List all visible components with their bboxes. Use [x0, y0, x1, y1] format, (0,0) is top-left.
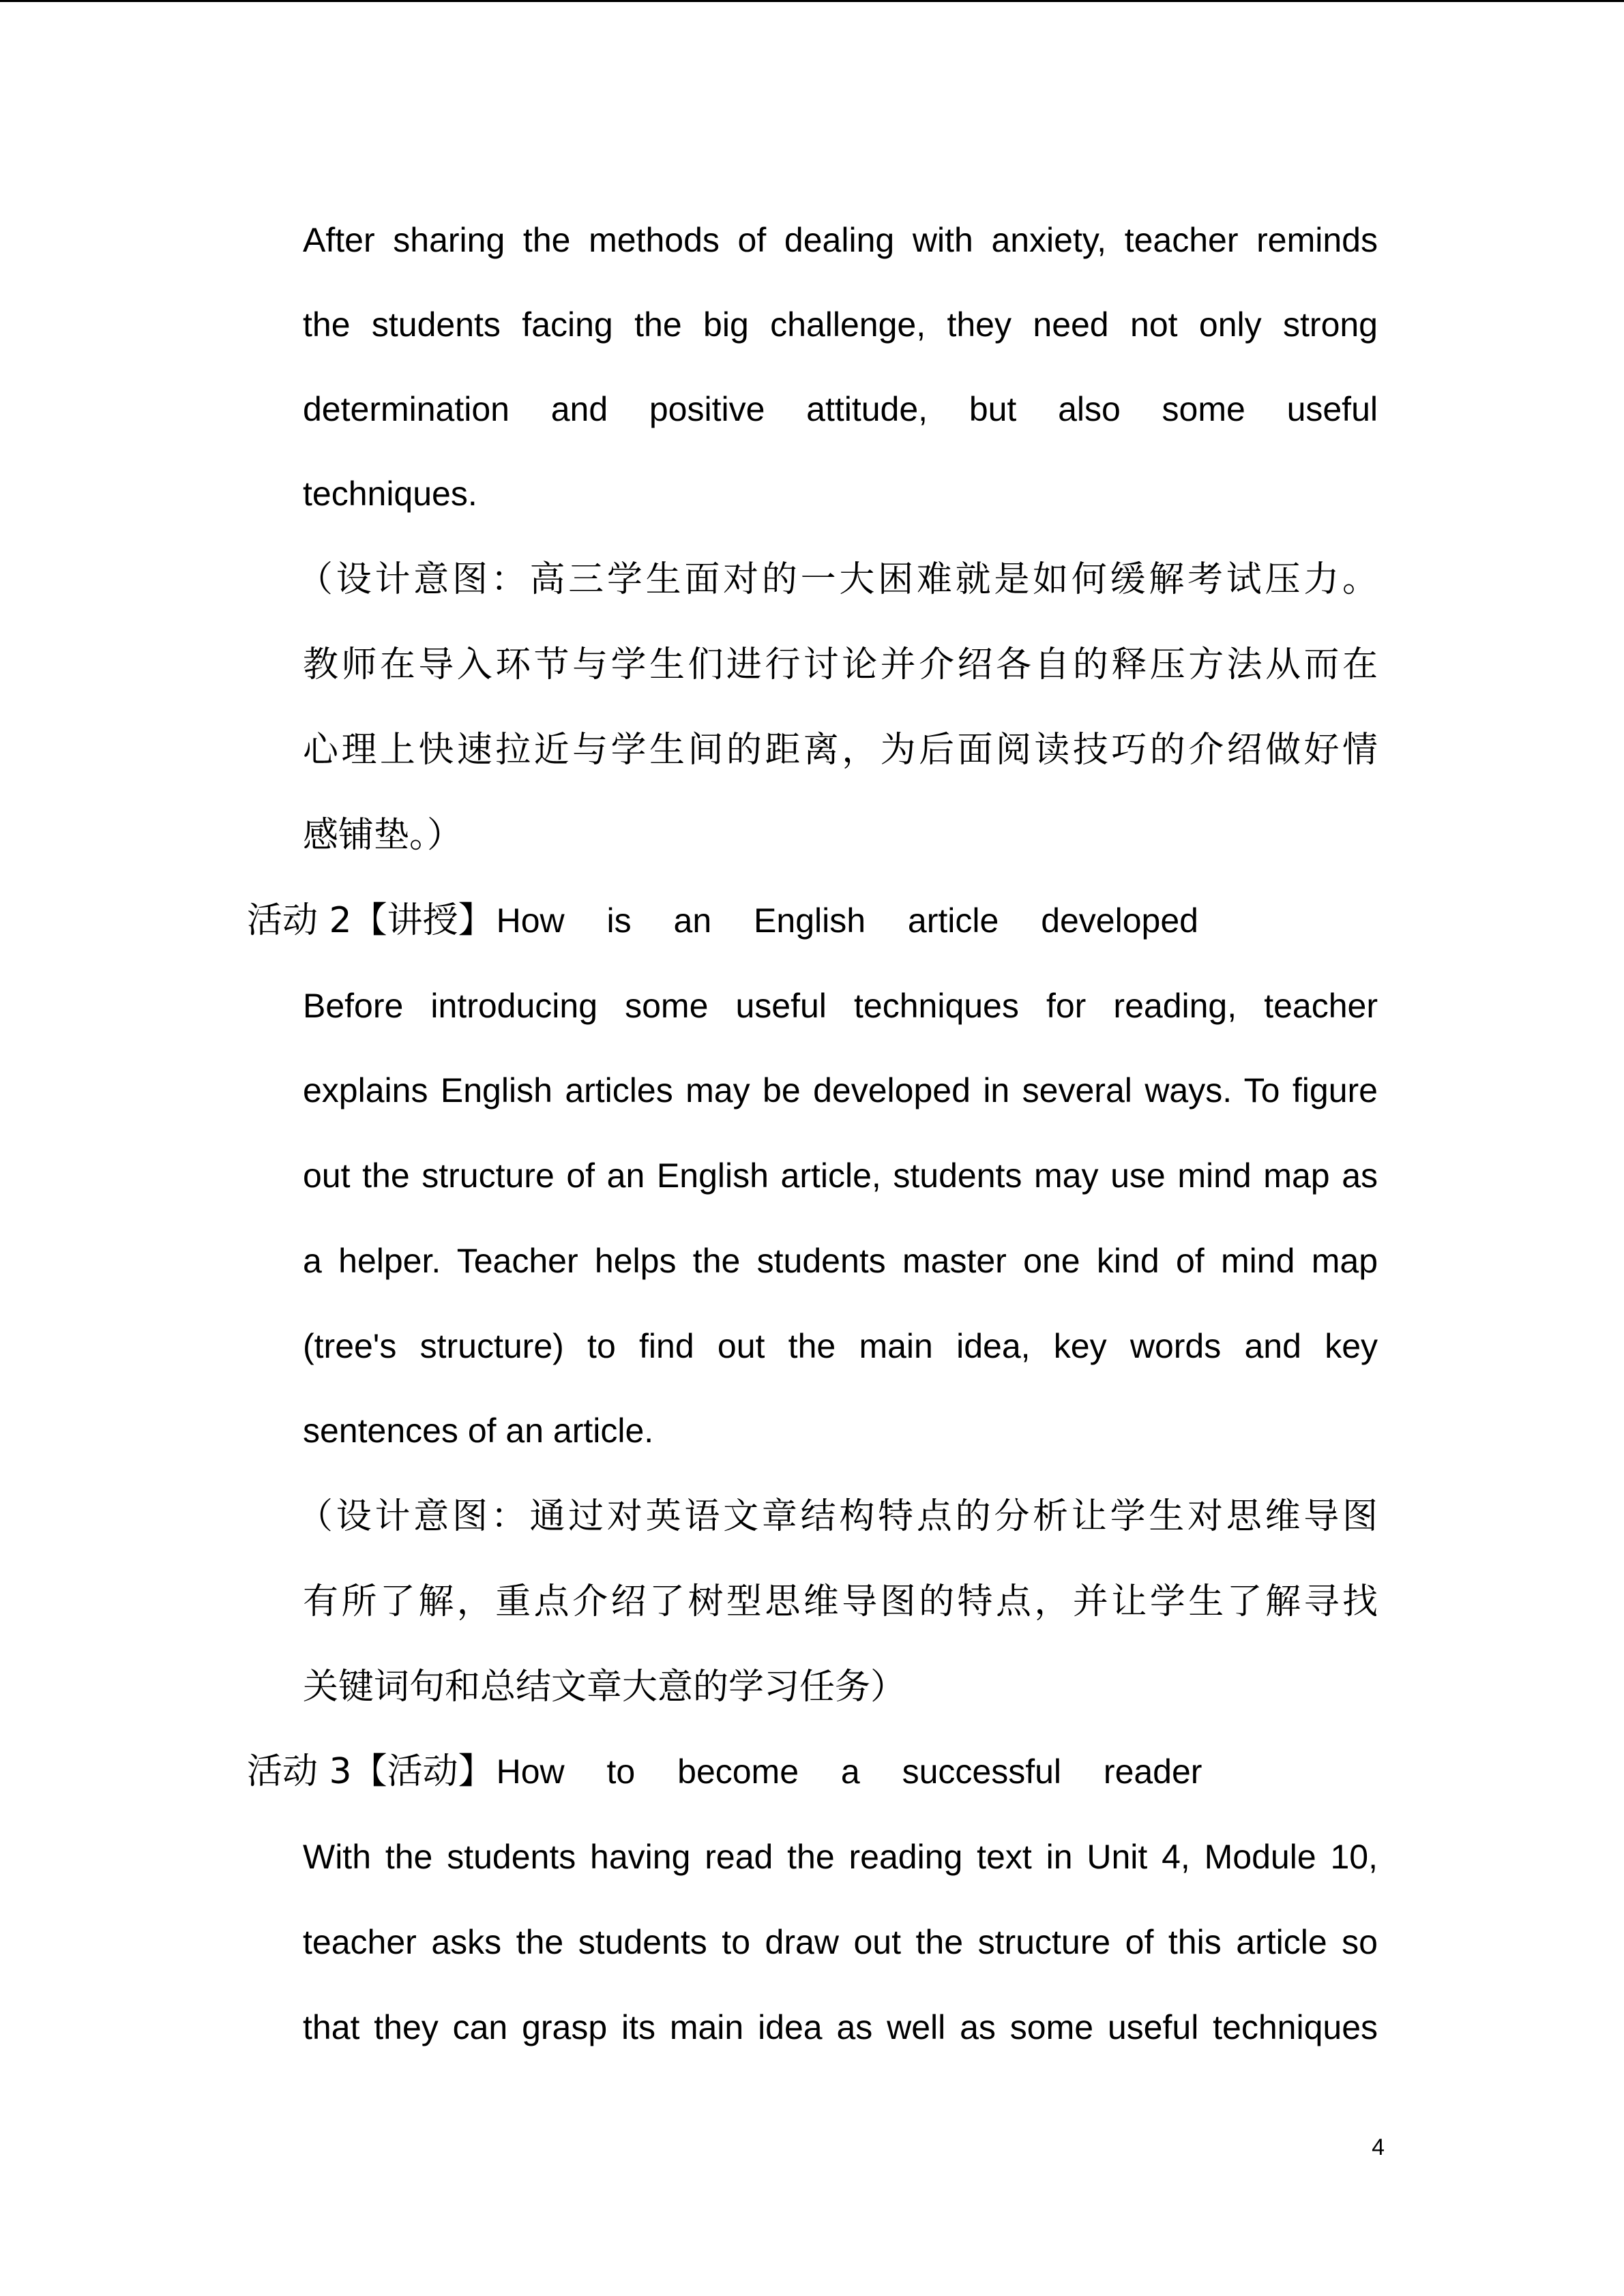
paragraph-line: sentences of an article.	[303, 1412, 654, 1450]
paragraph-line: Before introducing some useful techniques for reading, teacher	[303, 987, 1378, 1025]
paragraph-line: a helper. Teacher helps the students master one kind of mind map	[303, 1242, 1378, 1280]
paragraph-line: techniques.	[303, 475, 477, 513]
paragraph-line: that they can grasp its main idea as well as some useful techniques	[303, 2008, 1378, 2046]
design-note-line: 心理上快速拉近与学生间的距离，为后面阅读技巧的介绍做好情	[303, 730, 1378, 771]
paragraph-line: the students facing the big challenge, they need not only strong	[303, 305, 1378, 344]
paragraph-line: out the structure of an English article, students may use mind map as	[303, 1157, 1378, 1195]
page-number: 4	[1372, 2134, 1385, 2160]
paragraph-line: determination and positive attitude, but also some useful	[303, 390, 1378, 428]
activity-label: 活动 3【活动】	[247, 1751, 494, 1792]
paragraph-line: explains English articles may be developed in several ways. To figure	[303, 1071, 1378, 1109]
activity-label: 活动 2【讲授】	[247, 900, 494, 941]
design-note-line: 有所了解，重点介绍了树型思维导图的特点，并让学生了解寻找	[303, 1581, 1378, 1622]
paragraph-line: (tree's structure) to find out the main idea, key words and key	[303, 1327, 1378, 1365]
activity-heading	[247, 878, 1202, 964]
design-note-line: （设计意图：高三学生面对的一大困难就是如何缓解考试压力。	[297, 559, 1378, 600]
design-note-line: 关键词句和总结文章大意的学习任务）	[303, 1667, 906, 1708]
paragraph-line: With the students having read the reading text in Unit 4, Module 10,	[303, 1838, 1378, 1876]
design-note-line: 感铺垫。）	[303, 815, 463, 856]
activity-heading	[247, 1729, 1202, 1815]
paragraph-line: teacher asks the students to draw out the structure of this article so	[303, 1923, 1378, 1961]
activity-title: How to become a successful reader	[496, 1753, 1202, 1791]
design-note-line: （设计意图：通过对英语文章结构特点的分析让学生对思维导图	[297, 1496, 1378, 1537]
paragraph-line: After sharing the methods of dealing with anxiety, teacher reminds	[303, 221, 1378, 259]
design-note-line: 教师在导入环节与学生们进行讨论并介绍各自的释压方法从而在	[303, 644, 1378, 685]
activity-title: How is an English article developed	[496, 901, 1198, 940]
